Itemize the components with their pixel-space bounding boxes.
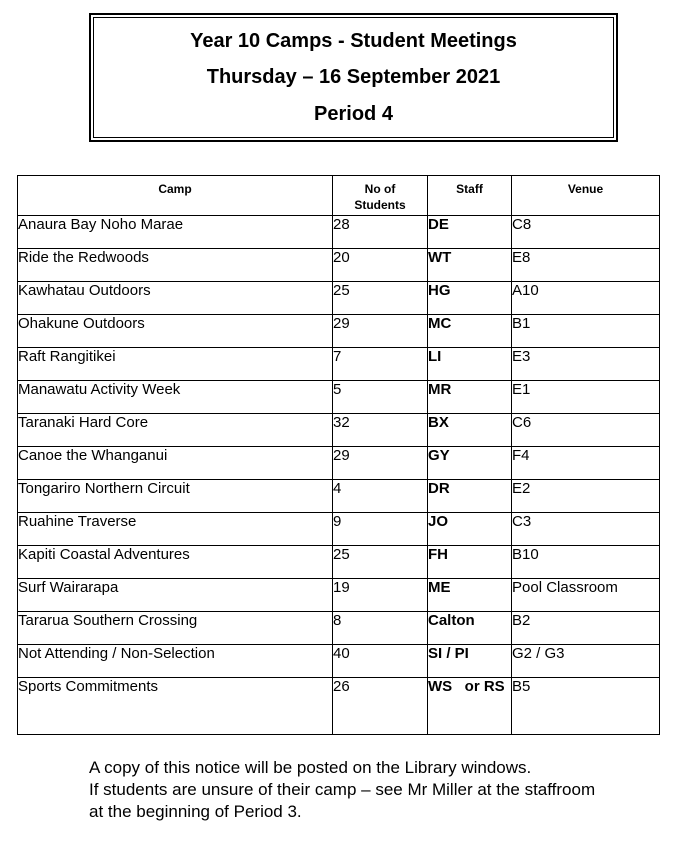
table-row [18,480,660,513]
student-count: 9 [333,513,428,546]
venue: C3 [512,513,660,546]
notice-unsure: If students are unsure of their camp – see Mr Miller at the staffroom at the beginning of Period 3. [89,780,596,821]
venue: G2 / G3 [512,645,660,678]
header-students-line2: Students [354,198,406,212]
student-count: 5 [333,381,428,414]
staff-code: ME [428,579,512,612]
title-box [89,13,618,142]
table-row [18,282,660,315]
staff-code: WT [428,249,512,282]
venue: E2 [512,480,660,513]
venue: C8 [512,216,660,249]
table-row [18,315,660,348]
table-row [18,414,660,447]
student-count: 29 [333,315,428,348]
student-count: 40 [333,645,428,678]
venue: B1 [512,315,660,348]
staff-code: MC [428,315,512,348]
venue: E8 [512,249,660,282]
staff-code: SI / PI [428,645,512,678]
camp-name: Kawhatau Outdoors [18,282,333,315]
camp-name: Manawatu Activity Week [18,381,333,414]
camp-name: Tongariro Northern Circuit [18,480,333,513]
student-count: 29 [333,447,428,480]
staff-code: LI [428,348,512,381]
table-row [18,216,660,249]
camp-name: Ruahine Traverse [18,513,333,546]
camp-name: Tararua Southern Crossing [18,612,333,645]
staff-code: DE [428,216,512,249]
header-staff: Staff [428,176,512,216]
student-count: 25 [333,546,428,579]
table-row [18,513,660,546]
staff-code: BX [428,414,512,447]
venue: C6 [512,414,660,447]
table-row [18,546,660,579]
venue: B10 [512,546,660,579]
table-row [18,249,660,282]
student-count: 20 [333,249,428,282]
table-row [18,579,660,612]
notice-library: A copy of this notice will be posted on the Library windows. [89,758,532,777]
header-students [333,176,428,216]
notice-text [89,757,609,823]
table-row [18,447,660,480]
staff-code: DR [428,480,512,513]
venue: E3 [512,348,660,381]
header-camp: Camp [18,176,333,216]
table-header-row [18,176,660,216]
student-count: 19 [333,579,428,612]
camp-name: Kapiti Coastal Adventures [18,546,333,579]
staff-code: MR [428,381,512,414]
student-count: 28 [333,216,428,249]
staff-code: GY [428,447,512,480]
camp-name: Sports Commitments [18,678,333,735]
table-row [18,612,660,645]
student-count: 26 [333,678,428,735]
venue: Pool Classroom [512,579,660,612]
title-inner-border [93,17,614,138]
student-count: 25 [333,282,428,315]
student-count: 8 [333,612,428,645]
venue: B2 [512,612,660,645]
venue: B5 [512,678,660,735]
venue: A10 [512,282,660,315]
camp-name: Anaura Bay Noho Marae [18,216,333,249]
student-count: 4 [333,480,428,513]
camp-name: Taranaki Hard Core [18,414,333,447]
staff-code: HG [428,282,512,315]
table-row [18,678,660,735]
title-period: Period 4 [314,103,393,125]
staff-code: FH [428,546,512,579]
title-date: Thursday – 16 September 2021 [206,66,501,88]
staff-code: Calton [428,612,512,645]
venue: E1 [512,381,660,414]
table-row [18,348,660,381]
camp-name: Ohakune Outdoors [18,315,333,348]
header-venue: Venue [512,176,660,216]
header-students-line1: No of [364,182,396,196]
title-heading: Year 10 Camps - Student Meetings [190,30,517,52]
camp-name: Surf Wairarapa [18,579,333,612]
camp-name: Not Attending / Non-Selection [18,645,333,678]
camp-name: Ride the Redwoods [18,249,333,282]
table-row [18,381,660,414]
camp-name: Canoe the Whanganui [18,447,333,480]
student-count: 32 [333,414,428,447]
table-row [18,645,660,678]
staff-code: WS or RS [428,678,512,735]
venue: F4 [512,447,660,480]
staff-code: JO [428,513,512,546]
camps-table [17,175,660,735]
camp-name: Raft Rangitikei [18,348,333,381]
student-count: 7 [333,348,428,381]
